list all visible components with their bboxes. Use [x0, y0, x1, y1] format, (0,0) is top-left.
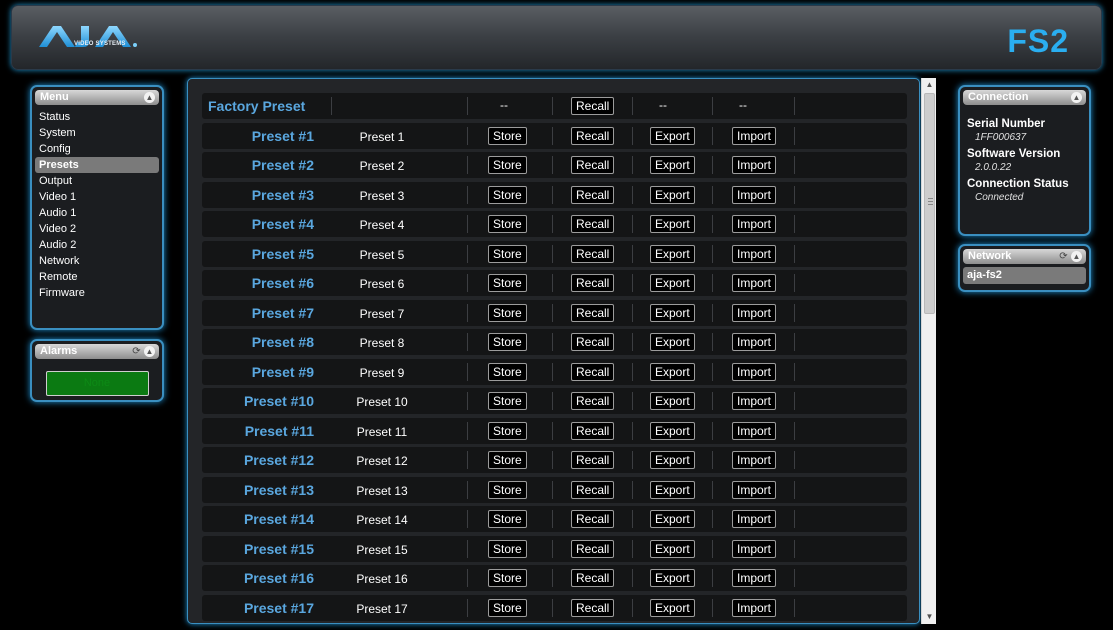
preset-row	[202, 447, 907, 473]
store-button[interactable]: Store	[488, 510, 527, 528]
recall-button[interactable]: Recall	[571, 540, 614, 558]
import-button[interactable]: Import	[732, 392, 776, 410]
column-divider	[712, 304, 713, 322]
connection-panel	[958, 85, 1091, 236]
import-button[interactable]: Import	[732, 510, 776, 528]
export-button[interactable]: Export	[650, 599, 695, 617]
import-button[interactable]: Import	[732, 422, 776, 440]
import-button[interactable]: Import	[732, 599, 776, 617]
recall-button[interactable]: Recall	[571, 481, 614, 499]
column-divider	[552, 127, 553, 145]
store-placeholder: --	[500, 98, 508, 112]
column-divider	[632, 363, 633, 381]
store-button[interactable]: Store	[488, 540, 527, 558]
recall-button[interactable]: Recall	[571, 274, 614, 292]
connection-title: Connection	[968, 91, 1029, 103]
preset-label: Preset 9	[359, 365, 405, 380]
alarms-panel	[30, 339, 164, 402]
refresh-icon[interactable]: ⟳	[132, 346, 141, 357]
column-divider	[794, 333, 795, 351]
recall-button[interactable]: Recall	[571, 363, 614, 381]
export-button[interactable]: Export	[650, 481, 695, 499]
export-button[interactable]: Export	[650, 156, 695, 174]
menu-item-status[interactable]: Status	[39, 111, 71, 123]
preset-name: Preset #8	[251, 334, 314, 350]
menu-item-config[interactable]: Config	[39, 143, 71, 155]
store-button[interactable]: Store	[488, 304, 527, 322]
column-divider	[467, 510, 468, 528]
collapse-icon[interactable]: ▲	[145, 347, 154, 356]
recall-button[interactable]: Recall	[571, 599, 614, 617]
scroll-down-icon[interactable]: ▼	[925, 612, 934, 621]
recall-button[interactable]: Recall	[571, 156, 614, 174]
export-placeholder: --	[659, 98, 667, 112]
store-button[interactable]: Store	[488, 245, 527, 263]
column-divider	[632, 97, 633, 115]
column-divider	[552, 97, 553, 115]
column-divider	[632, 186, 633, 204]
import-button[interactable]: Import	[732, 481, 776, 499]
store-button[interactable]: Store	[488, 422, 527, 440]
preset-label: Preset 10	[356, 395, 408, 409]
column-divider	[467, 186, 468, 204]
preset-label: Preset 14	[356, 513, 408, 527]
column-divider	[552, 245, 553, 263]
column-divider	[632, 540, 633, 558]
store-button[interactable]: Store	[488, 274, 527, 292]
export-button[interactable]: Export	[650, 451, 695, 469]
menu-item-audio-2[interactable]: Audio 2	[39, 239, 77, 251]
menu-item-output[interactable]: Output	[39, 175, 73, 187]
column-divider	[467, 156, 468, 174]
column-divider	[712, 540, 713, 558]
network-device-item[interactable]: aja-fs2	[963, 267, 1086, 284]
column-divider	[632, 245, 633, 263]
export-button[interactable]: Export	[650, 215, 695, 233]
preset-row	[202, 477, 907, 503]
connection-details	[960, 108, 1089, 208]
preset-name: Preset #14	[243, 511, 314, 527]
preset-name: Preset #15	[243, 540, 314, 557]
preset-row	[202, 241, 907, 267]
export-button[interactable]: Export	[650, 363, 695, 381]
column-divider	[467, 274, 468, 292]
import-button[interactable]: Import	[732, 215, 776, 233]
column-divider	[794, 569, 795, 587]
column-divider	[712, 510, 713, 528]
column-divider	[794, 451, 795, 469]
collapse-icon[interactable]: ▲	[1072, 93, 1081, 102]
column-divider	[712, 215, 713, 233]
column-divider	[552, 481, 553, 499]
column-divider	[794, 510, 795, 528]
network-panel-header	[963, 249, 1086, 264]
preset-row	[202, 300, 907, 326]
column-divider	[794, 215, 795, 233]
store-button[interactable]: Store	[488, 451, 527, 469]
menu-panel	[30, 85, 164, 330]
import-button[interactable]: Import	[732, 186, 776, 204]
alarms-title: Alarms	[40, 345, 78, 357]
model-name: FS2	[1007, 23, 1069, 59]
column-divider	[552, 215, 553, 233]
column-divider	[632, 451, 633, 469]
column-divider	[712, 186, 713, 204]
network-panel	[958, 244, 1091, 292]
menu-title: Menu	[40, 91, 69, 103]
preset-name: Factory Preset	[208, 98, 306, 114]
recall-button[interactable]: Recall	[571, 451, 614, 469]
column-divider	[712, 599, 713, 617]
menu-item-presets[interactable]: Presets	[35, 157, 159, 173]
column-divider	[552, 333, 553, 351]
column-divider	[552, 274, 553, 292]
column-divider	[712, 156, 713, 174]
presets-panel	[187, 78, 920, 624]
export-button[interactable]: Export	[650, 245, 695, 263]
export-button[interactable]: Export	[650, 186, 695, 204]
store-button[interactable]: Store	[488, 392, 527, 410]
column-divider	[467, 97, 468, 115]
collapse-icon[interactable]: ▲	[145, 93, 154, 102]
recall-button[interactable]: Recall	[571, 186, 614, 204]
preset-row	[202, 388, 907, 414]
menu-item-network[interactable]: Network	[39, 255, 80, 267]
column-divider	[552, 363, 553, 381]
menu-item-audio-1[interactable]: Audio 1	[39, 207, 77, 219]
grip-icon	[928, 198, 933, 205]
preset-name: Preset #17	[243, 599, 314, 616]
column-divider	[467, 363, 468, 381]
preset-name: Preset #4	[251, 216, 314, 232]
import-button[interactable]: Import	[732, 569, 776, 587]
import-button[interactable]: Import	[732, 304, 776, 322]
recall-button[interactable]: Recall	[571, 569, 614, 587]
preset-label: Preset 7	[359, 306, 405, 321]
preset-row	[202, 270, 907, 296]
store-button[interactable]: Store	[488, 333, 527, 351]
menu-panel-header	[35, 90, 159, 105]
column-divider	[794, 304, 795, 322]
import-button[interactable]: Import	[732, 245, 776, 263]
column-divider	[794, 186, 795, 204]
preset-name: Preset #6	[251, 275, 314, 291]
preset-name: Preset #12	[243, 452, 314, 468]
column-divider	[467, 481, 468, 499]
column-divider	[632, 392, 633, 410]
store-button[interactable]: Store	[488, 156, 527, 174]
column-divider	[632, 599, 633, 617]
preset-label: Preset 3	[359, 188, 405, 203]
alarm-status: None	[46, 371, 149, 396]
column-divider	[467, 599, 468, 617]
column-divider	[632, 333, 633, 351]
column-divider	[552, 599, 553, 617]
preset-name: Preset #13	[243, 481, 314, 498]
column-divider	[632, 510, 633, 528]
preset-name: Preset #16	[243, 570, 314, 586]
column-divider	[467, 245, 468, 263]
serial-number-label: Serial Number	[967, 118, 1045, 130]
preset-row	[202, 123, 907, 149]
column-divider	[712, 569, 713, 587]
column-divider	[712, 363, 713, 381]
connection-status-value: Connected	[975, 192, 1024, 203]
export-button[interactable]: Export	[650, 392, 695, 410]
store-button[interactable]: Store	[488, 599, 527, 617]
store-button[interactable]: Store	[488, 569, 527, 587]
export-button[interactable]: Export	[650, 274, 695, 292]
import-button[interactable]: Import	[732, 540, 776, 558]
column-divider	[712, 127, 713, 145]
preset-label: Preset 2	[359, 159, 405, 173]
preset-row	[202, 536, 907, 562]
import-button[interactable]: Import	[732, 274, 776, 292]
column-divider	[552, 304, 553, 322]
connection-status-label: Connection Status	[967, 178, 1069, 190]
header-bar	[11, 5, 1102, 70]
preset-label: Preset 15	[356, 542, 408, 557]
column-divider	[632, 422, 633, 440]
export-button[interactable]: Export	[650, 540, 695, 558]
preset-label: Preset 6	[359, 277, 405, 291]
column-divider	[712, 97, 713, 115]
column-divider	[632, 156, 633, 174]
column-divider	[794, 156, 795, 174]
column-divider	[467, 540, 468, 558]
column-divider	[467, 333, 468, 351]
preset-row	[202, 565, 907, 591]
column-divider	[467, 304, 468, 322]
import-button[interactable]: Import	[732, 333, 776, 351]
column-divider	[712, 392, 713, 410]
preset-name: Preset #3	[251, 186, 314, 203]
column-divider	[712, 451, 713, 469]
preset-row	[202, 329, 907, 355]
preset-label: Preset 16	[356, 572, 408, 586]
column-divider	[467, 392, 468, 410]
import-button[interactable]: Import	[732, 127, 776, 145]
menu-list	[32, 108, 162, 303]
preset-label: Preset 13	[356, 483, 408, 498]
column-divider	[632, 304, 633, 322]
column-divider	[632, 215, 633, 233]
preset-row	[202, 595, 907, 621]
column-divider	[552, 422, 553, 440]
recall-button[interactable]: Recall	[571, 127, 614, 145]
preset-name: Preset #9	[251, 363, 314, 380]
preset-name: Preset #10	[243, 393, 314, 409]
store-button[interactable]: Store	[488, 186, 527, 204]
recall-button[interactable]: Recall	[571, 245, 614, 263]
column-divider	[632, 481, 633, 499]
scrollbar[interactable]	[921, 78, 936, 624]
preset-row	[202, 182, 907, 208]
factory-preset-row	[202, 93, 907, 119]
preset-row	[202, 152, 907, 178]
import-placeholder: --	[739, 98, 747, 112]
column-divider	[712, 333, 713, 351]
menu-item-firmware[interactable]: Firmware	[39, 287, 85, 299]
preset-label: Preset 17	[356, 601, 408, 616]
export-button[interactable]: Export	[650, 422, 695, 440]
serial-number-value: 1FF000637	[975, 132, 1027, 143]
column-divider	[467, 215, 468, 233]
column-divider	[794, 422, 795, 440]
column-divider	[712, 245, 713, 263]
preset-name: Preset #11	[244, 422, 314, 439]
column-divider	[794, 540, 795, 558]
presets-table	[202, 93, 907, 624]
preset-name: Preset #5	[251, 245, 314, 262]
column-divider	[552, 186, 553, 204]
menu-item-video-1[interactable]: Video 1	[39, 191, 77, 203]
column-divider	[632, 127, 633, 145]
preset-label: Preset 1	[359, 129, 405, 144]
column-divider	[552, 569, 553, 587]
column-divider	[552, 451, 553, 469]
preset-label: Preset 5	[359, 247, 405, 262]
column-divider	[712, 481, 713, 499]
store-button[interactable]: Store	[488, 215, 527, 233]
recall-button[interactable]: Recall	[571, 422, 614, 440]
recall-button[interactable]: Recall	[571, 97, 614, 115]
preset-label: Preset 4	[359, 218, 405, 232]
column-divider	[467, 569, 468, 587]
preset-row	[202, 359, 907, 385]
scroll-up-icon[interactable]: ▲	[925, 80, 934, 89]
refresh-icon[interactable]: ⟳	[1059, 251, 1068, 262]
connection-panel-header	[963, 90, 1086, 105]
menu-item-video-2[interactable]: Video 2	[39, 223, 77, 235]
import-button[interactable]: Import	[732, 451, 776, 469]
store-button[interactable]: Store	[488, 481, 527, 499]
software-version-label: Software Version	[967, 148, 1061, 160]
collapse-icon[interactable]: ▲	[1072, 252, 1081, 261]
column-divider	[794, 392, 795, 410]
column-divider	[794, 97, 795, 115]
preset-name: Preset #2	[251, 157, 314, 173]
software-version-value: 2.0.0.22	[975, 162, 1012, 173]
import-button[interactable]: Import	[732, 363, 776, 381]
column-divider	[331, 97, 332, 115]
column-divider	[794, 599, 795, 617]
recall-button[interactable]: Recall	[571, 215, 614, 233]
export-button[interactable]: Export	[650, 569, 695, 587]
column-divider	[794, 245, 795, 263]
recall-button[interactable]: Recall	[571, 392, 614, 410]
recall-button[interactable]: Recall	[571, 304, 614, 322]
column-divider	[794, 274, 795, 292]
store-button[interactable]: Store	[488, 363, 527, 381]
scrollbar-thumb[interactable]	[924, 93, 935, 314]
column-divider	[794, 363, 795, 381]
recall-button[interactable]: Recall	[571, 333, 614, 351]
preset-name: Preset #1	[251, 127, 314, 144]
import-button[interactable]: Import	[732, 156, 776, 174]
column-divider	[552, 392, 553, 410]
export-button[interactable]: Export	[650, 127, 695, 145]
store-button[interactable]: Store	[488, 127, 527, 145]
alarms-panel-header	[35, 344, 159, 359]
column-divider	[467, 422, 468, 440]
column-divider	[632, 569, 633, 587]
column-divider	[467, 127, 468, 145]
preset-label: Preset 12	[356, 454, 408, 468]
column-divider	[712, 422, 713, 440]
export-button[interactable]: Export	[650, 333, 695, 351]
preset-row	[202, 418, 907, 444]
menu-item-remote[interactable]: Remote	[39, 271, 78, 283]
column-divider	[632, 274, 633, 292]
brand-tagline: VIDEO SYSTEMS	[74, 41, 126, 47]
preset-label: Preset 11	[356, 424, 408, 439]
export-button[interactable]: Export	[650, 304, 695, 322]
network-title: Network	[968, 250, 1012, 262]
column-divider	[467, 451, 468, 469]
column-divider	[712, 274, 713, 292]
column-divider	[552, 510, 553, 528]
preset-row	[202, 211, 907, 237]
column-divider	[794, 481, 795, 499]
preset-row	[202, 506, 907, 532]
recall-button[interactable]: Recall	[571, 510, 614, 528]
column-divider	[552, 540, 553, 558]
export-button[interactable]: Export	[650, 510, 695, 528]
preset-label: Preset 8	[359, 336, 405, 350]
column-divider	[794, 127, 795, 145]
preset-name: Preset #7	[251, 304, 314, 321]
column-divider	[552, 156, 553, 174]
menu-item-system[interactable]: System	[39, 127, 76, 139]
